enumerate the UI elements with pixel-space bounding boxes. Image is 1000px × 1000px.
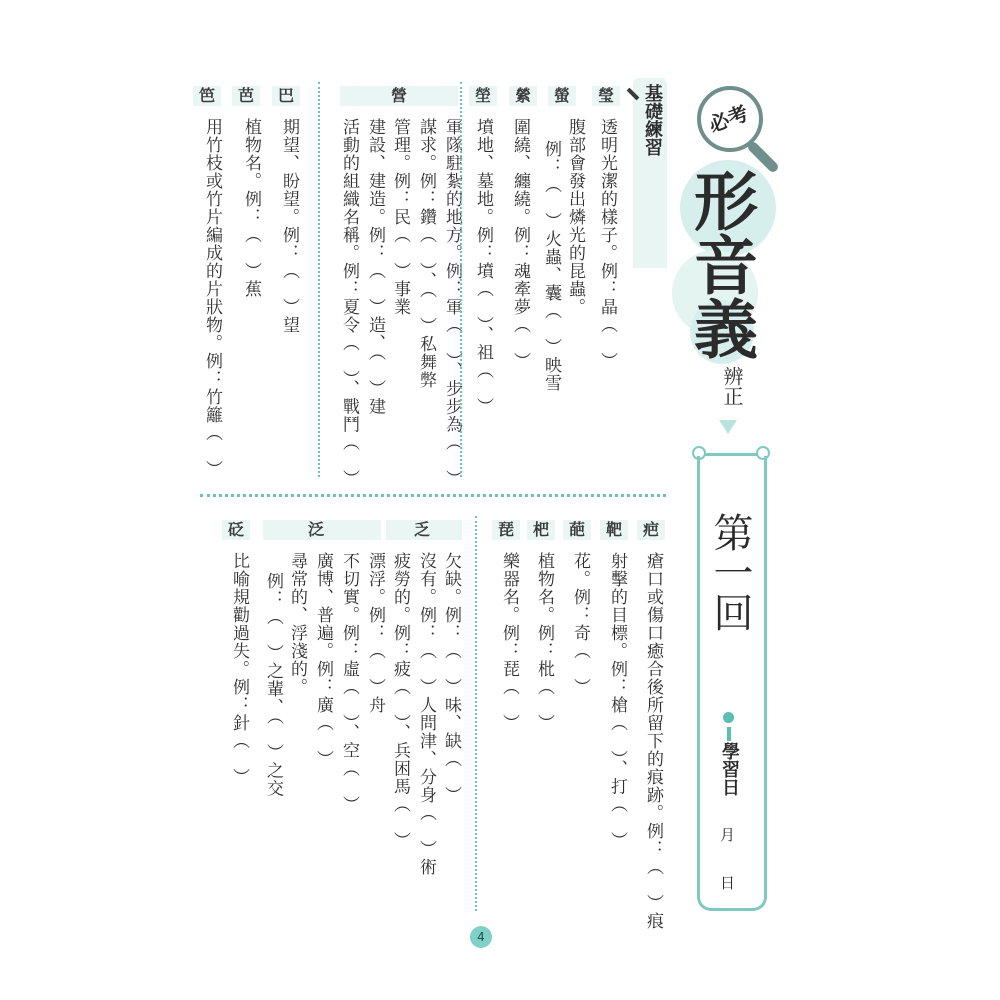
definition-column: 比喻規勸過失。例：針（ ） — [229, 552, 249, 786]
definition-column: 沒有。例：（ ）人問津、分身（ ）術 — [416, 552, 436, 876]
definition-column: 漂浮。例：（ ）舟 — [365, 552, 385, 714]
headword: 塋 — [469, 86, 497, 106]
definition-column: 植物名。例：（ ）蕉 — [241, 118, 261, 298]
definition-column: 建設、建造。例：（ ）造、（ ）建 — [365, 118, 385, 416]
page-number: 4 — [470, 926, 492, 948]
headword: 靶 — [600, 520, 628, 540]
study-date-day: 日 — [720, 874, 736, 892]
definition-column: 花。例：奇（ ） — [570, 552, 590, 696]
headword: 巴 — [272, 86, 300, 106]
definition-column: 廣博、普遍。例：廣（ ） — [313, 552, 333, 768]
headword: 乏 — [408, 520, 436, 540]
headword: 螢 — [548, 86, 576, 106]
definition-column: 圍繞、纏繞。例：魂牽夢（ ） — [510, 118, 530, 370]
date-dot-icon — [723, 712, 734, 723]
definition-column: 用竹枝或竹片編成的片狀物。例：竹籬（ ） — [202, 118, 222, 478]
definition-column: 例：（ ）之輩、（ ）之交 — [263, 572, 283, 798]
headword: 琵 — [492, 520, 520, 540]
chevron-down-icon — [719, 420, 737, 434]
definition-column: 疲勞的。例：疲（ ）、兵困馬（ ） — [390, 552, 410, 850]
study-date-month: 月 — [720, 826, 736, 844]
column-divider — [318, 82, 320, 477]
headword: 營 — [385, 86, 413, 106]
date-dot-icon — [727, 727, 731, 741]
definition-column: 墳地、墓地。例：墳（ ）、祖（ ） — [473, 118, 493, 416]
lesson-title: 第一回 — [707, 512, 753, 632]
definition-column: 腹部會發出燐光的昆蟲。 — [565, 118, 585, 316]
headword: 瑩 — [592, 86, 620, 106]
study-date-label: 學習日 — [719, 742, 740, 796]
page-subtitle: 辨正 — [720, 366, 744, 406]
column-divider — [475, 516, 477, 911]
definition-column: 謀求。例：鑽（ ）、（ ）私舞弊 — [416, 118, 436, 389]
definition-column: 樂器名。例：琵（ ） — [499, 552, 519, 732]
section-divider — [200, 494, 666, 497]
definition-column: 活動的組織名稱。例：夏令（ ）、戰鬥（ ） — [339, 118, 359, 488]
title-badge: 必考 — [705, 100, 752, 138]
headword: 芭 — [232, 86, 260, 106]
page-title: 形音義 — [683, 168, 758, 360]
definition-column: 射擊的目標。例：槍（ ）、打（ ） — [607, 552, 627, 850]
definition-column: 透明光潔的樣子。例：晶（ ） — [597, 118, 617, 370]
column-divider — [460, 82, 462, 477]
definition-column: 管理。例：民（ ）事業 — [390, 118, 410, 316]
definition-column: 植物名。例：枇（ ） — [534, 552, 554, 732]
headword: 笆 — [193, 86, 221, 106]
headword: 葩 — [563, 520, 591, 540]
headword: 泛 — [302, 520, 330, 540]
headword: 砭 — [222, 520, 250, 540]
definition-column: 瘡口或傷口癒合後所留下的痕跡。例：（ ）痕 — [643, 552, 663, 930]
headword: 縈 — [509, 86, 537, 106]
definition-column: 不切實。例：虛（ ）、空（ ） — [339, 552, 359, 814]
sidebar-tab-label: 基礎練習 — [642, 84, 663, 156]
headword: 杷 — [527, 520, 555, 540]
definition-column: 軍隊駐紮的地方。例：軍（ ）、步步為（ ） — [442, 118, 462, 488]
definition-column: 尋常的、浮淺的。 — [287, 552, 307, 696]
headword: 疤 — [637, 520, 665, 540]
definition-column: 欠缺。例：（ ）味、缺（ ） — [441, 552, 461, 804]
definition-column: 例：（ ）火蟲、囊（ ）映雪 — [541, 140, 561, 392]
definition-column: 期望、盼望。例：（ ）望 — [279, 118, 299, 334]
